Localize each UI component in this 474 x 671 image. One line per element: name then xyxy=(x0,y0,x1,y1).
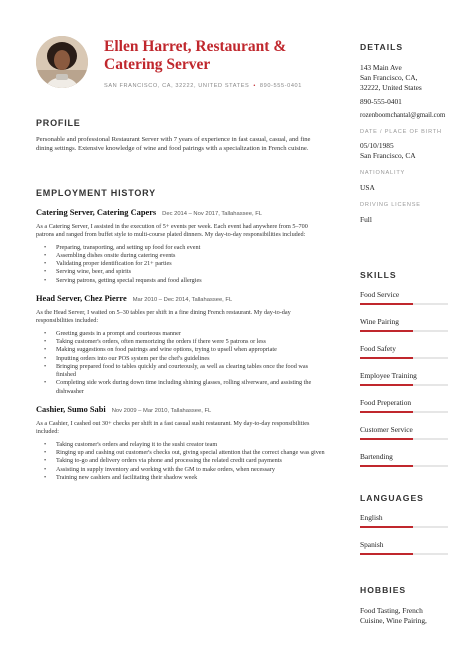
skill-level-bar xyxy=(360,330,448,332)
skill-level-fill xyxy=(360,465,413,467)
skill-level-fill xyxy=(360,438,413,440)
hobbies-line: Cuisine, Wine Pairing, xyxy=(360,616,427,625)
skill-level-fill xyxy=(360,303,413,305)
bullet-item: • Bringing prepared food to tables quickly and courteously, as well as clearing tables once the food was finished xyxy=(36,363,326,380)
avatar-photo xyxy=(36,36,88,88)
job-meta: Dec 2014 – Nov 2017, Tallahassee, FL xyxy=(162,211,262,217)
bullet-item: • Preparing, transporting, and setting up food for each event xyxy=(36,244,326,252)
hobbies-line: Food Tasting, French xyxy=(360,606,423,615)
language-name: Spanish xyxy=(360,540,384,549)
dob-label: DATE / PLACE OF BIRTH xyxy=(360,129,442,135)
job-meta: Mar 2010 – Dec 2014, Tallahassee, FL xyxy=(132,297,233,304)
skill-item xyxy=(360,371,448,380)
bullet-item: • Taking to-go and delivery orders via phone and processing the related credit card payments xyxy=(36,457,326,465)
details-title: DETAILS xyxy=(360,42,404,52)
avatar xyxy=(36,36,88,88)
license-label: DRIVING LICENSE xyxy=(360,202,421,208)
dob-line: San Francisco, CA xyxy=(360,151,416,160)
language-level-fill xyxy=(360,553,413,555)
job-bullets xyxy=(36,441,326,482)
bullet-item: • Greeting guests in a prompt and courteous manner xyxy=(36,330,326,338)
profile-text: Personable and professional Restaurant Server with 7 years of experience in fast casual, casual, and fine dining settings. Extensive knowledge of wine and food pairings with a specialization in French cuisine. xyxy=(36,136,311,152)
bullet-item: • Completing side work during down time including shining glasses, rolling silverware, and assisting the dishwasher xyxy=(36,379,326,396)
nationality-label: NATIONALITY xyxy=(360,170,406,176)
bullet-item: • Training new cashiers and facilitating their shadow week xyxy=(36,474,326,482)
skill-name: Food Safety xyxy=(360,344,396,353)
job-entry xyxy=(36,208,326,285)
profile-title: PROFILE xyxy=(36,118,81,128)
job-title-text: Head Server, Chez Pierre xyxy=(36,294,127,304)
job-intro: As the Head Server, I waited on 5–30 tables per shift in a fine dining French restaurant. My day-to-day responsibilities included: xyxy=(36,309,291,325)
job-title xyxy=(36,208,326,217)
skill-item xyxy=(360,452,448,461)
bullet-item: • Taking customer's orders, often memorizing the orders if there were 5 patrons or less xyxy=(36,338,326,346)
skill-level-bar xyxy=(360,465,448,467)
skill-level-bar xyxy=(360,438,448,440)
job-intro: As a Catering Server, I assisted in the execution of 5+ events per week. Each event had anywhere from 5–700 patrons and ranged from buffet style to multi-course plated dinners. My day-to-day responsibilities included: xyxy=(36,223,308,239)
address-line: 143 Main Ave xyxy=(360,63,402,72)
skill-name: Employee Training xyxy=(360,371,417,380)
bullet-item: • Assisting in supply inventory and working with the GM to make orders, when necessary xyxy=(36,466,326,474)
job-title-text: Catering Server, Catering Capers xyxy=(36,208,157,217)
skill-name: Food Preperation xyxy=(360,398,412,407)
bullet-item: • Assembling dishes onsite during catering events xyxy=(36,252,326,260)
skill-level-fill xyxy=(360,330,413,332)
skill-name: Food Service xyxy=(360,290,400,299)
header-phone: 890-555-0401 xyxy=(259,83,302,89)
bullet-item: • Taking customer's orders and relaying it to the sushi creator team xyxy=(36,441,326,449)
skill-item xyxy=(360,398,448,407)
language-level-fill xyxy=(360,526,413,528)
job-entry xyxy=(36,405,326,482)
job-title xyxy=(36,405,326,414)
skill-level-bar xyxy=(360,303,448,305)
job-title-text: Cashier, Sumo Sabi xyxy=(36,405,106,415)
language-level-bar xyxy=(360,553,448,555)
address-line: San Francisco, CA, xyxy=(360,73,418,82)
skill-level-fill xyxy=(360,384,413,386)
skill-level-bar xyxy=(360,357,448,359)
job-bullets xyxy=(36,330,326,396)
skill-item xyxy=(360,317,448,326)
employment-section xyxy=(36,188,326,482)
skill-item xyxy=(360,425,448,434)
skill-level-fill xyxy=(360,357,413,359)
details-phone: 890-555-0401 xyxy=(360,97,402,106)
profile-section xyxy=(36,118,326,153)
job-meta: Nov 2009 – Mar 2010, Tallahassee, FL xyxy=(111,408,212,415)
skill-level-bar xyxy=(360,384,448,386)
language-item xyxy=(360,513,448,522)
skill-name: Customer Service xyxy=(360,425,413,434)
bullet-item: • Inputting orders into our POS system per the chef's guidelines xyxy=(36,355,326,363)
languages-title: LANGUAGES xyxy=(360,493,424,503)
hobbies-section xyxy=(360,585,448,626)
language-name: English xyxy=(360,513,383,522)
candidate-name: Ellen Harret, Restaurant & Catering Server xyxy=(104,38,287,73)
skills-section xyxy=(360,270,448,490)
job-entry xyxy=(36,294,326,396)
job-bullets xyxy=(36,244,326,285)
license-value: Full xyxy=(360,215,372,224)
bullet-item: • Validating proper identification for 21+ parties xyxy=(36,260,326,268)
contact-line xyxy=(104,83,334,89)
bullet-item: • Making suggestions on food pairings and wine options, trying to upsell when appropriate xyxy=(36,346,326,354)
nationality-value: USA xyxy=(360,183,375,192)
skill-level-fill xyxy=(360,411,413,413)
bullet-item: • Serving wine, beer, and spirits xyxy=(36,268,326,276)
languages-section xyxy=(360,493,448,573)
hobbies-title: HOBBIES xyxy=(360,585,407,595)
skill-name: Bartending xyxy=(360,452,393,461)
dob-line: 05/10/1985 xyxy=(360,141,394,150)
details-email[interactable]: rozenboomchantal@gmail.com xyxy=(360,112,446,119)
header-city: SAN FRANCISCO, CA, 32222, UNITED STATES xyxy=(104,83,250,89)
employment-title: EMPLOYMENT HISTORY xyxy=(36,188,156,198)
job-title xyxy=(36,294,326,303)
skill-level-bar xyxy=(360,411,448,413)
bullet-item: • Ringing up and cashing out customer's checks out, giving special attention that the correct change was given xyxy=(36,449,326,457)
skill-name: Wine Pairing xyxy=(360,317,399,326)
skill-item xyxy=(360,290,448,299)
job-intro: As a Cashier, I cashed out 30+ checks per shift in a fast casual sushi restaurant. My day-to-day responsibilities included: xyxy=(36,420,310,436)
bullet-item: • Serving patrons, getting special requests and food allergies xyxy=(36,277,326,285)
language-level-bar xyxy=(360,526,448,528)
details-section xyxy=(360,42,448,225)
skills-title: SKILLS xyxy=(360,270,397,280)
skill-item xyxy=(360,344,448,353)
address-line: 32222, United States xyxy=(360,83,422,92)
separator-dot: • xyxy=(253,83,256,89)
language-item xyxy=(360,540,448,549)
